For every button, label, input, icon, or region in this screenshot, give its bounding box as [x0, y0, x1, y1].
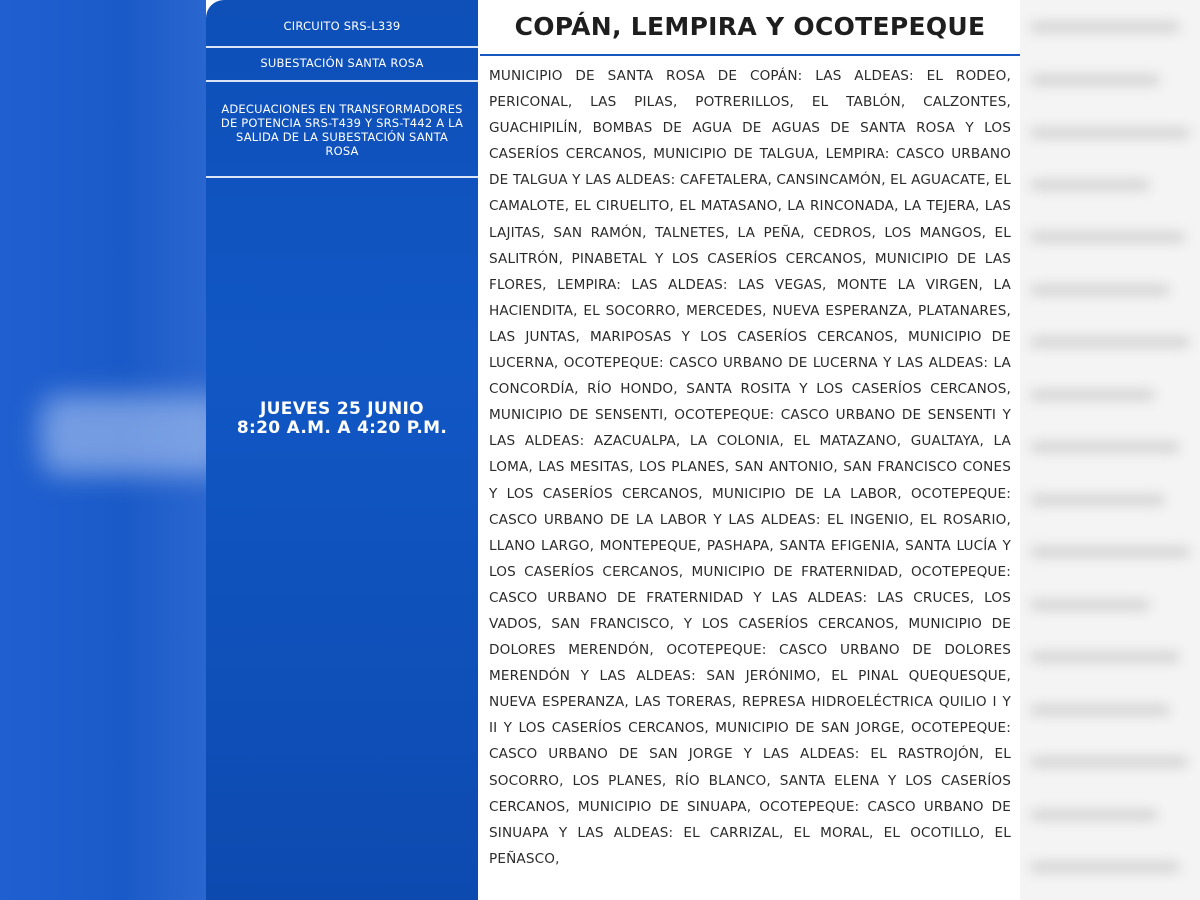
- outage-date: JUEVES 25 JUNIO: [260, 399, 424, 419]
- outage-notice-document: [206, 0, 1020, 900]
- circuit-label: CIRCUITO SRS-L339: [283, 19, 401, 33]
- blurred-text-line: [1030, 285, 1170, 295]
- blurred-text-line: [1030, 495, 1165, 505]
- title-divider: [480, 54, 1020, 56]
- blurred-text-line: [1030, 22, 1180, 32]
- affected-areas-text: MUNICIPIO DE SANTA ROSA DE COPÁN: LAS ALDEAS: EL RODEO, PERICONAL, LAS PILAS, POTRERILLOS, EL TABLÓN, CALZONTES, GUACHIPILÍN, BOMBAS DE AGUA DE AGUAS DE SANTA ROSA Y LOS CASERÍOS CERCANOS, MUNICIPIO DE TALGUA, LEMPIRA: CASCO URBANO DE TALGUA Y LAS ALDEAS: CAFETALERA, CANSINCAMÓN, EL AGUACATE, EL CAMALOTE, EL CIRUELITO, EL MATASANO, LA RINCONADA, LA TEJERA, LAS LAJITAS, SAN RAMÓN, TALNETES, LA PEÑA, CEDROS, LOS MANGOS, EL SALITRÓN, PINABETAL Y LOS CASERÍOS CERCANOS, MUNICIPIO DE LAS FLORES, LEMPIRA: LAS ALDEAS: LAS VEGAS, MONTE LA VIRGEN, LA HACIENDITA, EL SOCORRO, MERCEDES, NUEVA ESPERANZA, PLATANARES, LAS JUNTAS, MARIPOSAS Y LOS CASERÍOS CERCANOS, MUNICIPIO DE LUCERNA, OCOTEPEQUE: CASCO URBANO DE LUCERNA Y LAS ALDEAS: LA CONCORDÍA, RÍO HONDO, SANTA ROSITA Y LOS CASERÍOS CERCANOS, MUNICIPIO DE SENSENTI, OCOTEPEQUE: CASCO URBANO DE SENSENTI Y LAS ALDEAS: AZACUALPA, LA COLONIA, EL MATAZANO, GUALTAYA, LA LOMA, LAS MESITAS, LOS PLANES, SAN ANTONIO, SAN FRANCISCO CONES Y LOS CASERÍOS CERCANOS, MUNICIPIO DE LA LABOR, OCOTEPEQUE: CASCO URBANO DE LA LABOR Y LAS ALDEAS: EL INGENIO, EL ROSARIO, LLANO LARGO, MONTEPEQUE, PASHAPA, SANTA EFIGENIA, SANTA LUCÍA Y LOS CASERÍOS CERCANOS, MUNICIPIO DE FRATERNIDAD, OCOTEPEQUE: CASCO URBANO DE FRATERNIDAD Y LAS ALDEAS: LAS CRUCES, LOS VADOS, SAN FRANCISCO, Y LOS CASERÍOS CERCANOS, MUNICIPIO DE DOLORES MERENDÓN, OCOTEPEQUE: CASCO URBANO DE DOLORES MERENDÓN Y LAS ALDEAS: SAN JERÓNIMO, EL PINAL QUEQUESQUE, NUEVA ESPERANZA, LAS TORERAS, REPRESA HIDROELÉCTRICA QUILIO I Y II Y LOS CASERÍOS CERCANOS, MUNICIPIO DE SAN JORGE, OCOTEPEQUE: CASCO URBANO DE SAN JORGE Y LAS ALDEAS: EL RASTROJÓN, EL SOCORRO, LOS PLANES, RÍO BLANCO, SANTA ELENA Y LOS CASERÍOS CERCANOS, MUNICIPIO DE SINUAPA, OCOTEPEQUE: CASCO URBANO DE SINUAPA Y LAS ALDEAS: EL CARRIZAL, EL MORAL, EL OCOTILLO, EL PEÑASCO,: [489, 68, 1011, 867]
- blurred-text-line: [1030, 337, 1190, 347]
- circuit-info-sidebar: [206, 0, 478, 900]
- blurred-text-line: [1030, 75, 1160, 85]
- outage-time: 8:20 A.M. A 4:20 P.M.: [236, 418, 448, 438]
- blurred-text-line: [1030, 128, 1190, 138]
- blurred-text-line: [1030, 810, 1158, 820]
- blurred-text-line: [1030, 705, 1170, 715]
- blurred-text-line: [1030, 652, 1180, 662]
- sidebar-divider: [206, 176, 478, 178]
- blurred-background-right: [1020, 0, 1200, 900]
- blurred-text-line: [1030, 862, 1180, 872]
- blurred-text-line: [1030, 547, 1190, 557]
- work-description: ADECUACIONES EN TRANSFORMADORES DE POTENCIA SRS-T439 Y SRS-T442 A LA SALIDA DE LA SUBESTACIÓN SANTA ROSA: [220, 102, 464, 158]
- blurred-background-left: [0, 0, 206, 900]
- blurred-text-line: [1030, 757, 1188, 767]
- blurred-text-line: [1030, 232, 1185, 242]
- affected-areas-panel: [480, 0, 1020, 900]
- blurred-text-line: [1030, 600, 1150, 610]
- blurred-text-line: [1030, 442, 1180, 452]
- blurred-text-line: [1030, 180, 1150, 190]
- blurred-text-line: [1030, 390, 1155, 400]
- substation-label: SUBESTACIÓN SANTA ROSA: [260, 56, 424, 70]
- blurred-background-shape: [40, 395, 206, 475]
- sidebar-divider: [206, 80, 478, 82]
- region-title: COPÁN, LEMPIRA Y OCOTEPEQUE: [514, 11, 986, 41]
- schedule-block: [206, 400, 478, 438]
